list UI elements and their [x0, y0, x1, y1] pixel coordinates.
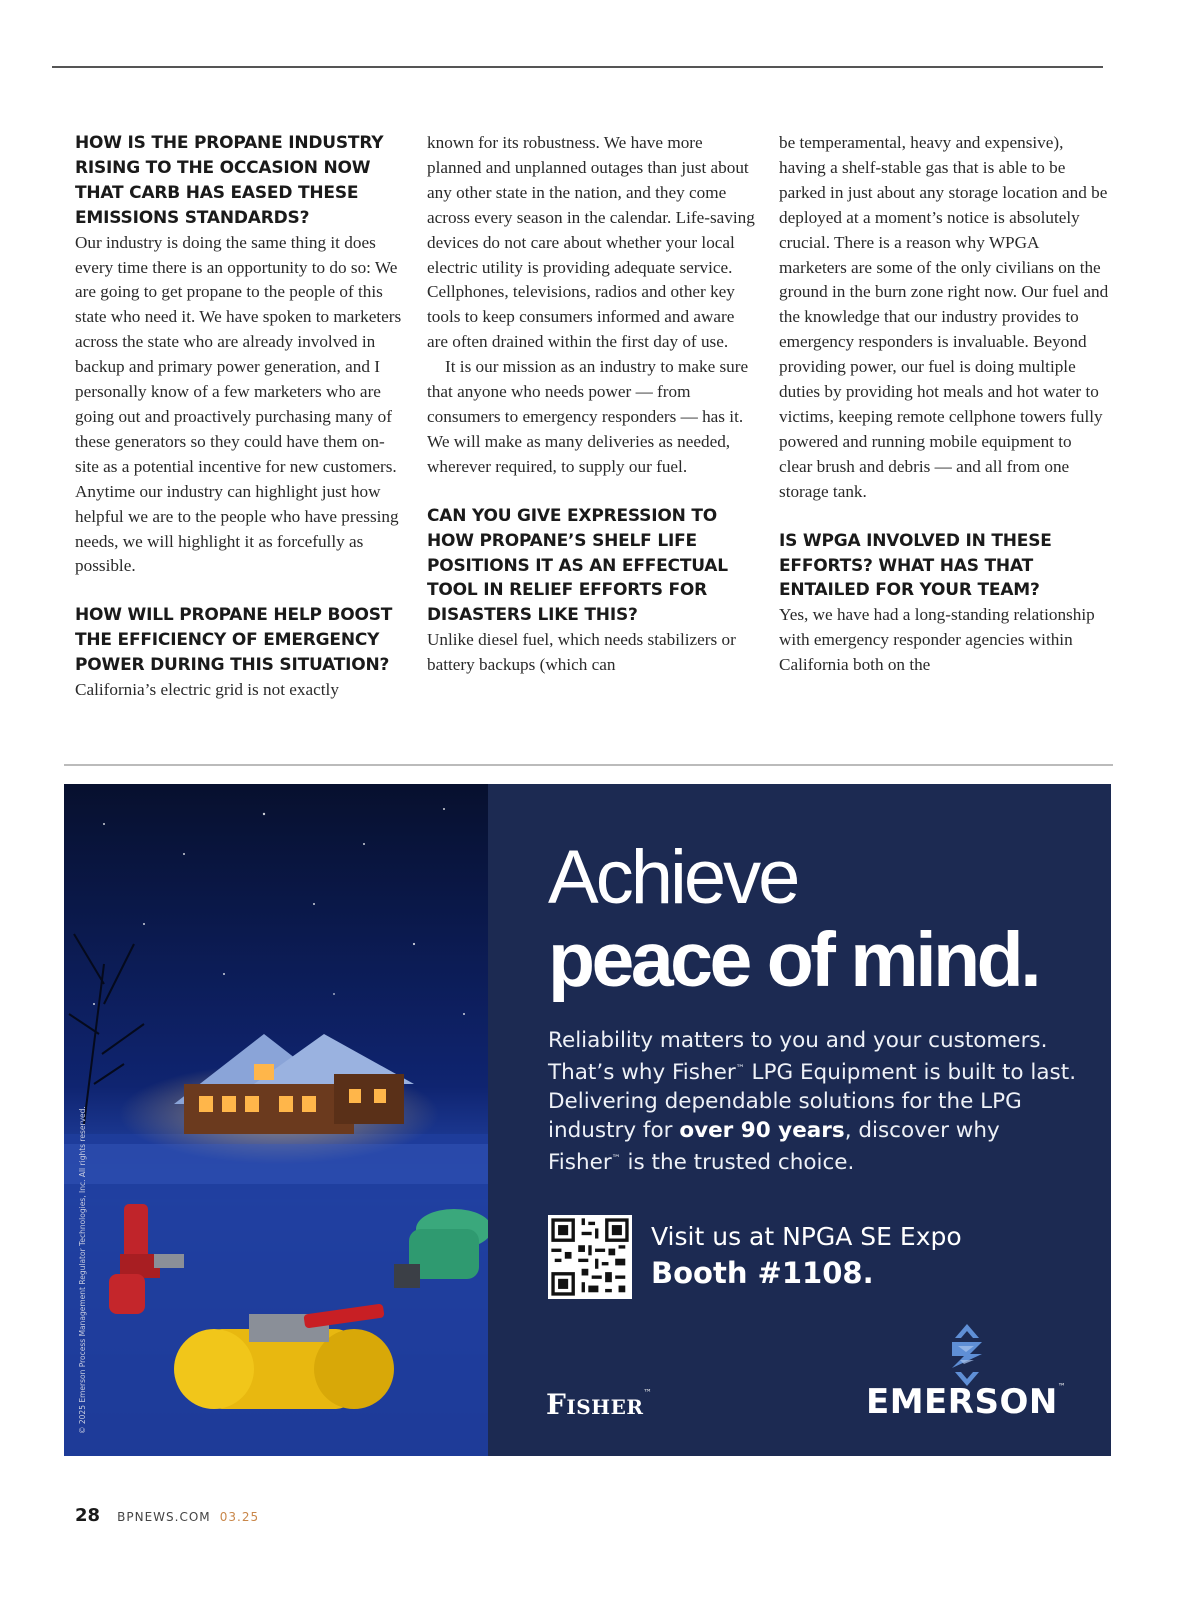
qr-code[interactable] — [548, 1215, 632, 1299]
answer-paragraph: It is our mission as an industry to make sure that anyone who needs power — from consumers to emergency responders — has it. We will make as many deliveries as needed, wherever required, to supply our fuel. — [427, 357, 749, 476]
top-rule — [52, 66, 1103, 68]
emerson-logo: EMERSON™ — [866, 1382, 1067, 1422]
booth-number: Booth #1108. — [651, 1256, 874, 1290]
ad-headline-bold: peace of mind. — [548, 917, 1039, 1003]
copyright-notice: © 2025 Emerson Process Management Regulator Technologies, Inc. All rights reserved. — [78, 1106, 87, 1434]
winter-house-photo — [64, 784, 488, 1456]
article-column-3 — [779, 131, 1109, 678]
question-heading: CAN YOU GIVE EXPRESSION TO HOW PROPANE’S SHELF LIFE POSITIONS IT AS AN EFFECTUAL TOOL IN RELIEF EFFORTS FOR DISASTERS LIKE THIS? — [427, 505, 728, 626]
fisher-advertisement[interactable] — [64, 784, 1111, 1456]
answer-paragraph: be temperamental, heavy and expensive), having a shelf-stable gas that is able to be parked in just about any storage location and be deployed at a moment’s notice is absolutely crucial. There is a reason why WPGA marketers are some of the only civilians on the ground in the burn zone right now. Our fuel and the knowledge that our industry provides to emergency responders is invaluable. Beyond providing power, our fuel is doing multiple duties by providing hot meals and hot water to victims, keeping remote cellphone towers fully powered and running mobile equipment to clear brush and debris — and all from one storage tank. — [779, 133, 1109, 501]
question-heading: HOW IS THE PROPANE INDUSTRY RISING TO THE OCCASION NOW THAT CARB HAS EASED THESE EMISSIONS STANDARDS? — [75, 133, 384, 228]
page-number: 28 — [75, 1505, 101, 1526]
section-divider — [64, 764, 1113, 766]
article-column-2 — [427, 131, 757, 678]
site-name[interactable]: BPNEWS.COM — [117, 1510, 211, 1524]
answer-paragraph: Unlike diesel fuel, which needs stabilizers or battery backups (which can — [427, 630, 736, 675]
page-footer — [75, 1505, 259, 1526]
answer-paragraph: Our industry is doing the same thing it does every time there is an opportunity to do so: We are going to get propane to the people of this state who need it. We have spoken to marketers across the state who are already involved in backup and primary power generation, and I personally know of a few marketers who are going out and proactively purchasing many of these generators so they could have them on-site as a potential incentive for new customers. Anytime our industry can highlight just how helpful we are to the people who have pressing needs, we will highlight it as forcefully as possible. — [75, 232, 402, 576]
question-heading: HOW WILL PROPANE HELP BOOST THE EFFICIENCY OF EMERGENCY POWER DURING THIS SITUATION? — [75, 605, 393, 676]
expo-invite: Visit us at NPGA SE Expo — [651, 1222, 962, 1251]
answer-paragraph: known for its robustness. We have more planned and unplanned outages than just about any other state in the nation, and they come across every season in the calendar. Life-saving devices do not care about whether your local electric utility is providing adequate service. Cellphones, televisions, radios and other key tools to keep consumers informed and aware are often drained within the first day of use. — [427, 133, 755, 352]
article-column-1 — [75, 131, 405, 703]
answer-paragraph: California’s electric grid is not exactly — [75, 680, 339, 700]
fisher-logo: Fisher™ — [546, 1388, 652, 1421]
ad-body-copy: Reliability matters to you and your customers. That’s why Fisher™ LPG Equipment is built to last. Delivering dependable solutions for the LPG industry for over 90 years, discover why Fisher™ is the trusted choice. — [548, 1028, 1077, 1176]
answer-paragraph: Yes, we have had a long-standing relationship with emergency responder agencies within California both on the — [779, 605, 1095, 675]
emerson-icon — [944, 1324, 990, 1386]
ad-headline: Achieve — [548, 835, 798, 920]
issue-date: 03.25 — [219, 1510, 260, 1524]
question-heading: IS WPGA INVOLVED IN THESE EFFORTS? WHAT HAS THAT ENTAILED FOR YOUR TEAM? — [779, 530, 1052, 601]
